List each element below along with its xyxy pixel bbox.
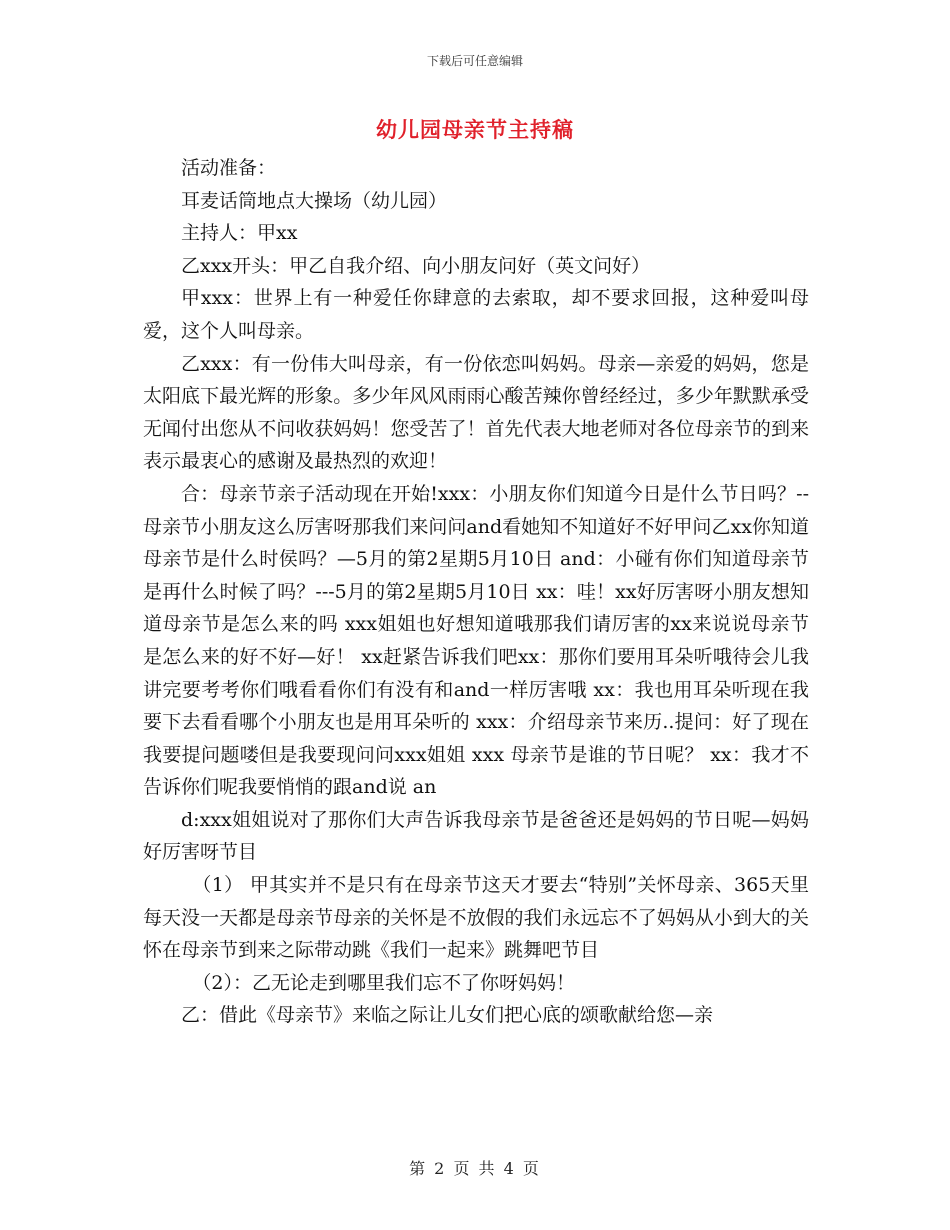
- page-number-footer: 第 2 页 共 4 页: [409, 1159, 541, 1178]
- paragraph-hosts: 主持人：甲xx: [181, 222, 298, 245]
- paragraph-activity-prep: 活动准备：: [181, 157, 277, 179]
- paragraph-opening: 乙xxx开头：甲乙自我介绍、向小朋友问好（英文问好）: [181, 254, 651, 277]
- paragraph-program-1: （1） 甲其实并不是只有在母亲节这天才要去“特别”关怀母亲、365天里每天没一天都是母亲节母亲的关怀是不放假的我们永远忘不了妈妈从小到大的关怀在母亲节到来之际带动跳《我们一起来》跳舞吧节目: [143, 874, 809, 962]
- paragraph-host-b-intro: 乙xxx：有一份伟大叫母亲，有一份依恋叫妈妈。母亲—亲爱的妈妈，您是太阳底下最光辉的形象。多少年风风雨雨心酸苦辣你曾经经过，多少年默默承受无闻付出您从不问收获妈妈！您受苦了！首先代表大地老师对各位母亲节的到来表示最衷心的感谢及最热烈的欢迎！: [143, 352, 809, 473]
- document-body: [143, 152, 809, 1032]
- page-header-note: 下载后可任意编辑: [426, 54, 523, 68]
- paragraph-closing: 乙：借此《母亲节》来临之际让儿女们把心底的颂歌献给您—亲: [181, 1004, 714, 1027]
- paragraph-program-2: （2）：乙无论走到哪里我们忘不了你呀妈妈！: [192, 971, 575, 994]
- paragraph-together: 合：母亲节亲子活动现在开始!xxx：小朋友你们知道今日是什么节日吗？--母亲节小朋友这么厉害呀那我们来问问and看她知不知道好不好甲问乙xx你知道母亲节是什么时侯吗？—5月的第2星期5月10日 and：小碰有你们知道母亲节是再什么时候了吗？---5月的第2星期5月10日 xx：哇！xx好厉害呀小朋友想知道母亲节是怎么来的吗 xxx姐姐也好想知道哦那我们请厉害的xx来说说母亲节是怎么来的好不好—好！ xx赶紧告诉我们吧xx：那你们要用耳朵听哦待会儿我讲完要考考你们哦看看你们有没有和and一样厉害哦 xx：我也用耳朵听现在我要下去看看哪个小朋友也是用耳朵听的 xxx：介绍母亲节来历..提问：好了现在我要提问题喽但是我要现问问xxx姐姐 xxx 母亲节是谁的节日呢？ xx：我才不告诉你们呢我要悄悄的跟and说 an: [143, 482, 809, 799]
- document-title: 幼儿园母亲节主持稿: [376, 117, 574, 142]
- paragraph-equipment: 耳麦话筒地点大操场（幼儿园）: [181, 189, 448, 212]
- paragraph-host-a-intro: 甲xxx：世界上有一种爱任你肆意的去索取，却不要求回报，这种爱叫母爱，这个人叫母亲。: [143, 287, 809, 342]
- paragraph-continuation: d:xxx姐姐说对了那你们大声告诉我母亲节是爸爸还是妈妈的节日呢—妈妈好厉害呀节目: [143, 808, 809, 864]
